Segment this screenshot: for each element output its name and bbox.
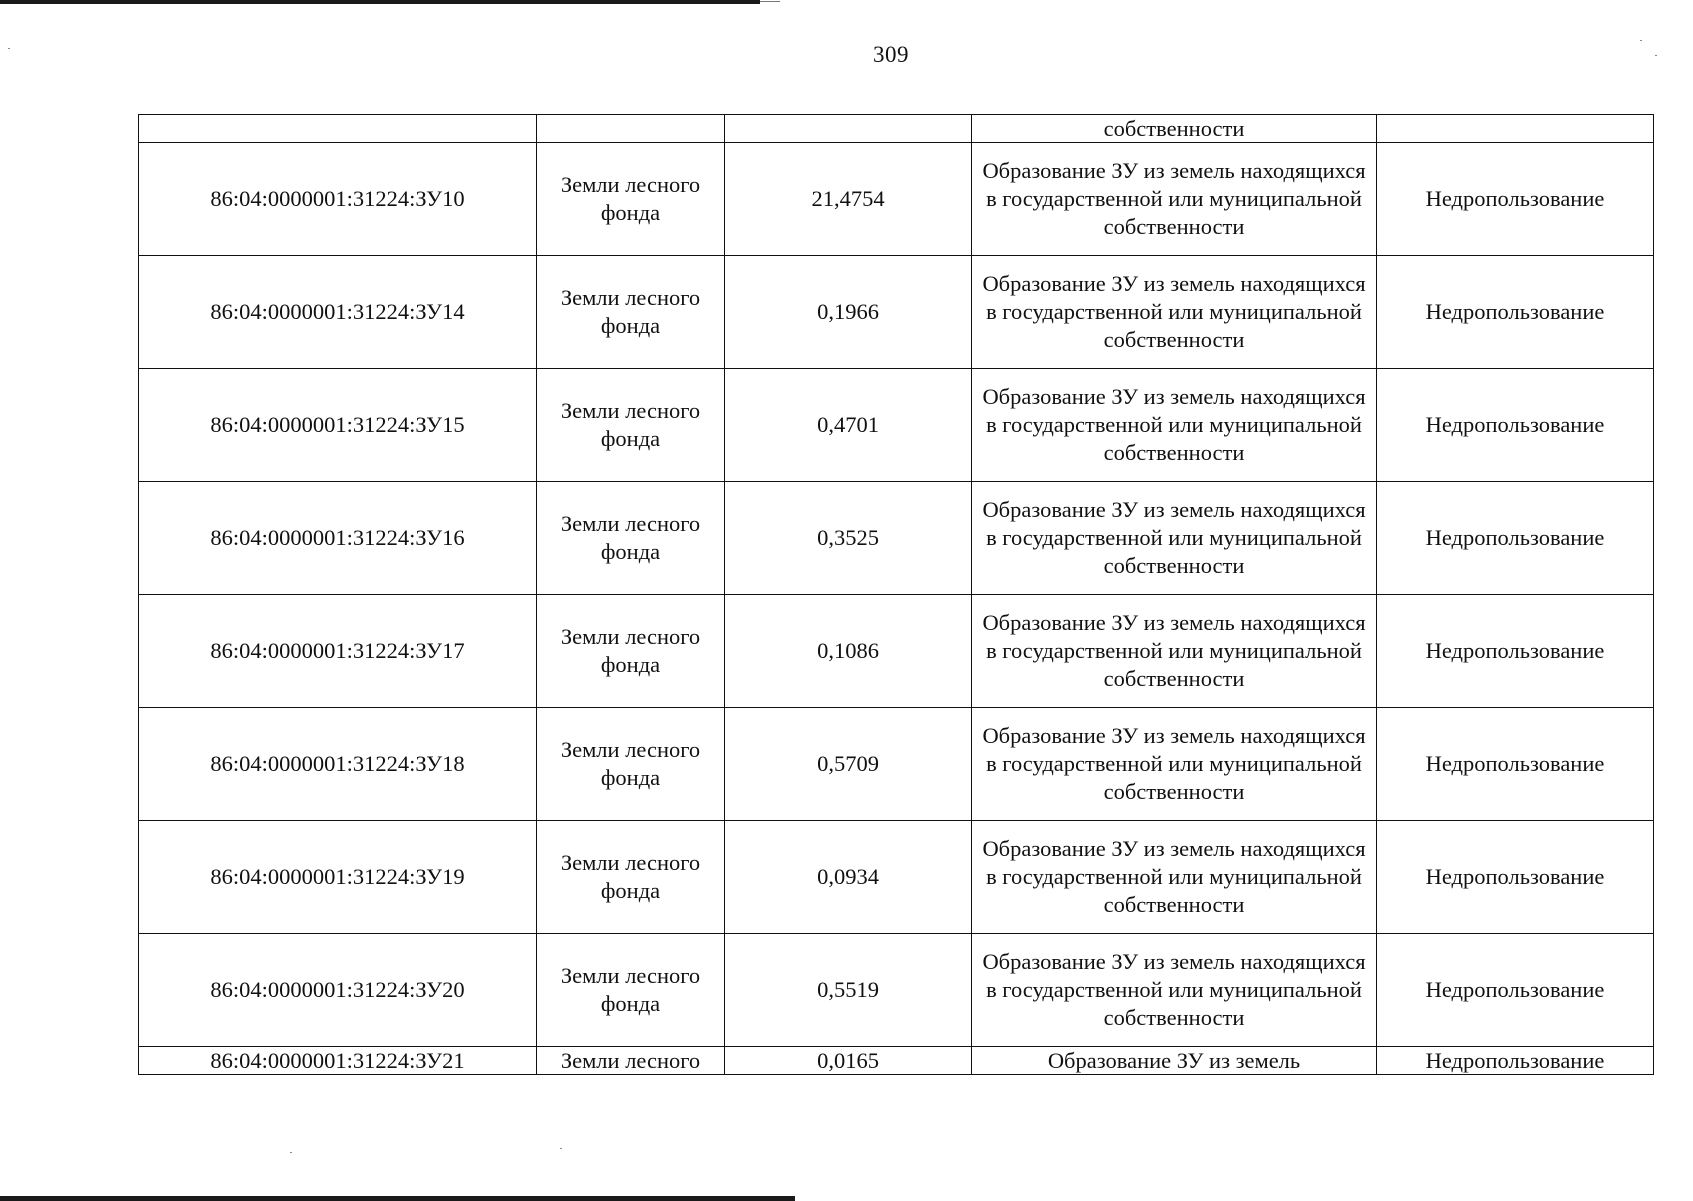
cell-category: Земли лесного xyxy=(537,1047,725,1075)
cell-basis: Образование ЗУ из земель находящихся в государственной или муниципальной собственности xyxy=(972,934,1377,1047)
cell-basis: Образование ЗУ из земель xyxy=(972,1047,1377,1075)
cell-area: 0,0165 xyxy=(725,1047,972,1075)
cell-area: 0,1966 xyxy=(725,256,972,369)
cell-use: Недропользование xyxy=(1377,934,1654,1047)
table-row xyxy=(139,256,1654,369)
cell-use: Недропользование xyxy=(1377,595,1654,708)
cell-cadastral: 86:04:0000001:31224:ЗУ19 xyxy=(139,821,537,934)
scan-speck xyxy=(290,1152,292,1153)
table-row xyxy=(139,369,1654,482)
table-row xyxy=(139,595,1654,708)
table-row-partial xyxy=(139,1047,1654,1075)
cell-area: 0,1086 xyxy=(725,595,972,708)
cell-cadastral: 86:04:0000001:31224:ЗУ14 xyxy=(139,256,537,369)
table-row xyxy=(139,482,1654,595)
table-row xyxy=(139,934,1654,1047)
cell-category: Земли лесного фонда xyxy=(537,369,725,482)
cell-category: Земли лесного фонда xyxy=(537,256,725,369)
table-row xyxy=(139,143,1654,256)
cell-use: Недропользование xyxy=(1377,482,1654,595)
cell-area: 0,3525 xyxy=(725,482,972,595)
cell-area: 0,4701 xyxy=(725,369,972,482)
cell-category: Земли лесного фонда xyxy=(537,595,725,708)
cell-cadastral: 86:04:0000001:31224:ЗУ16 xyxy=(139,482,537,595)
scan-edge-bottom xyxy=(0,1196,795,1201)
table-row xyxy=(139,821,1654,934)
scan-edge-top-thin xyxy=(760,1,780,2)
cell-basis: собственности xyxy=(972,115,1377,143)
cell-cadastral xyxy=(139,115,537,143)
scan-edge-top xyxy=(0,0,760,4)
cell-use: Недропользование xyxy=(1377,708,1654,821)
cell-basis: Образование ЗУ из земель находящихся в государственной или муниципальной собственности xyxy=(972,595,1377,708)
land-plots-table xyxy=(138,114,1654,1075)
cell-use: Недропользование xyxy=(1377,256,1654,369)
cell-category: Земли лесного фонда xyxy=(537,143,725,256)
cell-basis: Образование ЗУ из земель находящихся в государственной или муниципальной собственности xyxy=(972,482,1377,595)
cell-area: 0,0934 xyxy=(725,821,972,934)
page-number: 309 xyxy=(873,42,909,67)
cell-cadastral: 86:04:0000001:31224:ЗУ21 xyxy=(139,1047,537,1075)
cell-basis: Образование ЗУ из земель находящихся в государственной или муниципальной собственности xyxy=(972,256,1377,369)
cell-basis: Образование ЗУ из земель находящихся в государственной или муниципальной собственности xyxy=(972,369,1377,482)
cell-use: Недропользование xyxy=(1377,821,1654,934)
cell-cadastral: 86:04:0000001:31224:ЗУ10 xyxy=(139,143,537,256)
cell-category: Земли лесного фонда xyxy=(537,934,725,1047)
cell-cadastral: 86:04:0000001:31224:ЗУ17 xyxy=(139,595,537,708)
cell-cadastral: 86:04:0000001:31224:ЗУ15 xyxy=(139,369,537,482)
cell-use: Недропользование xyxy=(1377,369,1654,482)
table-row xyxy=(139,708,1654,821)
cell-area: 21,4754 xyxy=(725,143,972,256)
cell-use xyxy=(1377,115,1654,143)
cell-basis: Образование ЗУ из земель находящихся в государственной или муниципальной собственности xyxy=(972,708,1377,821)
cell-area xyxy=(725,115,972,143)
cell-basis: Образование ЗУ из земель находящихся в государственной или муниципальной собственности xyxy=(972,821,1377,934)
cell-category xyxy=(537,115,725,143)
cell-area: 0,5519 xyxy=(725,934,972,1047)
scan-speck xyxy=(560,1148,562,1149)
cell-use: Недропользование xyxy=(1377,143,1654,256)
cell-cadastral: 86:04:0000001:31224:ЗУ18 xyxy=(139,708,537,821)
scan-speck xyxy=(1640,40,1642,41)
cell-category: Земли лесного фонда xyxy=(537,708,725,821)
cell-category: Земли лесного фонда xyxy=(537,821,725,934)
cell-cadastral: 86:04:0000001:31224:ЗУ20 xyxy=(139,934,537,1047)
cell-category: Земли лесного фонда xyxy=(537,482,725,595)
cell-area: 0,5709 xyxy=(725,708,972,821)
table-row-continuation xyxy=(139,115,1654,143)
cell-basis: Образование ЗУ из земель находящихся в государственной или муниципальной собственности xyxy=(972,143,1377,256)
cell-use: Недропользование xyxy=(1377,1047,1654,1075)
